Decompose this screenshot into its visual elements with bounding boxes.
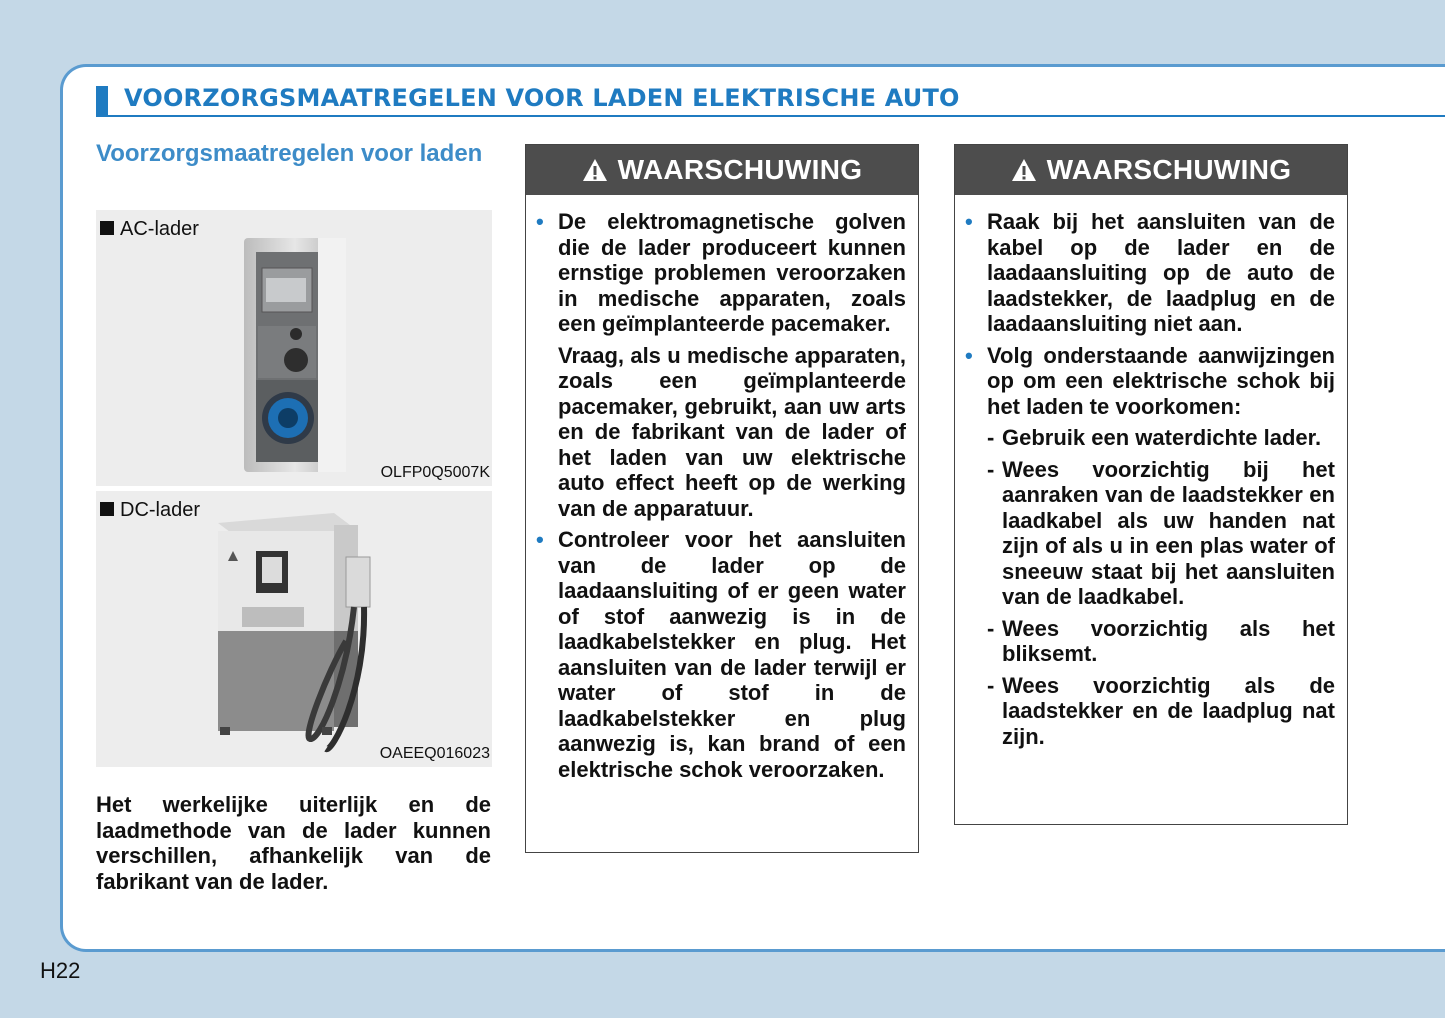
warning-bullet: • De elektromagnetische golven die de lader produceert kunnen ernstige problemen veroorzaken in medische apparaten, zoals een geïmplanteerde pacemaker. [536, 209, 906, 337]
warning-header [526, 145, 918, 195]
section-divider [96, 115, 1445, 117]
dc-label-text: DC-lader [120, 499, 201, 521]
dash-marker: - [987, 425, 995, 450]
dash-marker: - [987, 672, 995, 698]
dash-item [965, 616, 1335, 667]
warning-bullet: • Raak bij het aansluiten van de kabel op de lader en de laadaansluiting op de auto de laadstekker, de laadplug en de laadaansluiting niet aan. [965, 209, 1335, 337]
ac-charger-illustration [96, 210, 492, 486]
dash-marker: - [987, 456, 995, 482]
dc-charger-illustration [96, 491, 492, 767]
warning-title: WAARSCHUWING [1046, 154, 1292, 185]
sub-heading: Voorzorgsmaatregelen voor laden [96, 140, 483, 167]
page-number: H22 [40, 958, 81, 983]
ac-figure-label [100, 218, 199, 241]
dash-marker: - [987, 615, 995, 641]
square-bullet-icon [100, 502, 114, 516]
dash-text: Gebruik een waterdichte lader. [1002, 425, 1322, 450]
section-title: VOORZORGSMAATREGELEN VOOR LADEN ELEKTRISCHE AUTO [124, 84, 960, 112]
dc-charger-figure [96, 491, 492, 767]
dash-text: Wees voorzichtig bij het aanraken van de laadstekker en laadkabel als uw handen nat zijn of als u in een plas water of sneeuw staat bij het aansluiten van de laadkabel. [1002, 456, 1335, 609]
dc-figure-code: OAEEQ016023 [379, 745, 490, 762]
dash-item [965, 673, 1335, 750]
warning-box-2 [954, 144, 1348, 825]
warning-header [955, 145, 1347, 195]
left-paragraph: Het werkelijke uiterlijk en de laadmethode van de lader kunnen verschillen, afhankelijk van de fabrikant van de lader. [96, 792, 491, 894]
dash-text: Wees voorzichtig als de laadstekker en de laadplug nat zijn. [1002, 672, 1335, 749]
dash-item [965, 425, 1335, 451]
warning-bullet: • Volg onderstaande aanwijzingen op om een elektrische schok bij het laden te voorkomen: [965, 343, 1335, 420]
ac-figure-code: OLFP0Q5007K [380, 464, 490, 481]
warning-triangle-icon [1011, 158, 1037, 182]
warning-triangle-icon [582, 158, 608, 182]
warning-paragraph: Vraag, als u medische apparaten, zoals een geïmplanteerde pacemaker, gebruikt, aan uw arts en de fabrikant van de lader of het laden van uw elektrische auto effect heeft op de werking van de apparatuur. [558, 342, 906, 521]
ac-charger-figure [96, 210, 492, 486]
section-marker [96, 86, 108, 116]
warning-title: WAARSCHUWING [617, 154, 863, 185]
dash-item [965, 457, 1335, 610]
dash-text: Wees voorzichtig als het bliksemt. [1002, 615, 1335, 666]
warning-box-1 [525, 144, 919, 853]
square-bullet-icon [100, 221, 114, 235]
dc-figure-label [100, 499, 200, 522]
warning-bullet: • Controleer voor het aansluiten van de lader op de laadaansluiting of er geen water of stof aanwezig is in de laadkabelstekker en plug. Het aansluiten van de lader terwijl er water of stof in de laadkabelstekker en plug aanwezig is, kan brand of een elektrische schok veroorzaken. [536, 527, 906, 782]
ac-label-text: AC-lader [120, 218, 199, 240]
